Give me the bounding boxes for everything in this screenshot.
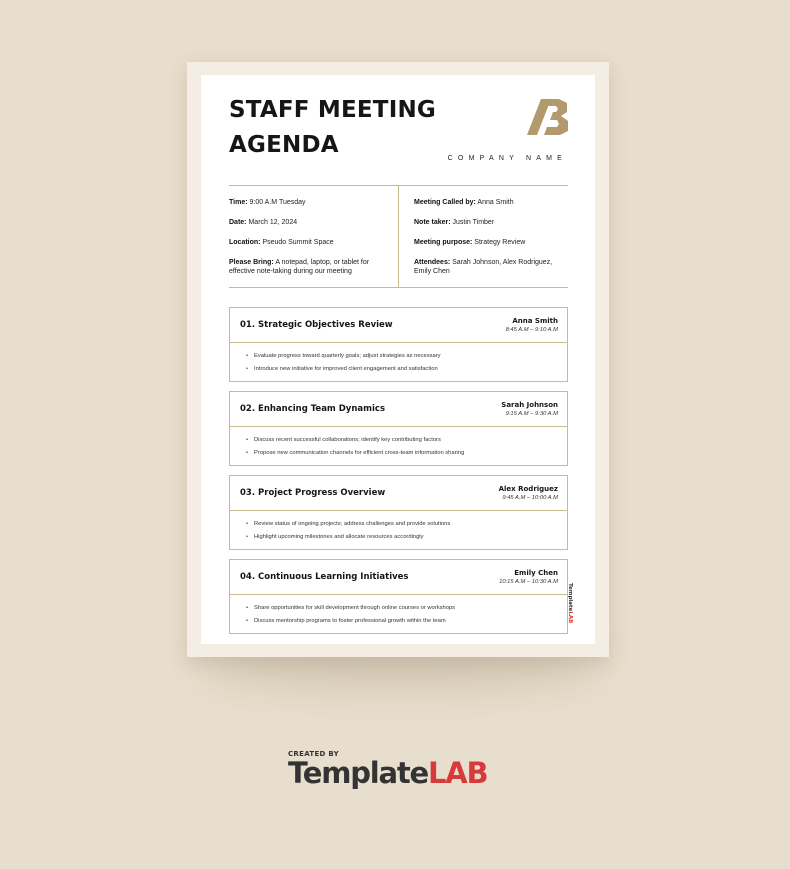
agenda-item-bullets [230, 427, 567, 460]
agenda-item-time: 9:15 A.M – 9:30 A.M [505, 411, 558, 417]
agenda-item-title: 04. Continuous Learning Initiatives [240, 572, 409, 582]
detail-called-by: Meeting Called by: Anna Smith [414, 199, 514, 206]
divider-vertical [398, 185, 399, 287]
company-name: COMPANY NAME [447, 155, 567, 162]
agenda-item-header [230, 560, 567, 595]
detail-purpose: Meeting purpose: Strategy Review [414, 239, 526, 246]
list-item: • Review status of ongoing projects; address challenges and provide solutions [246, 518, 567, 531]
document-frame [187, 62, 609, 657]
agenda-item-header [230, 476, 567, 511]
agenda-item-presenter: Anna Smith [512, 317, 558, 325]
meeting-details-left [229, 198, 379, 287]
detail-please-bring: Please Bring: A notepad, laptop, or tablet for effective note-taking during our meeting [229, 259, 370, 275]
document-page [201, 75, 595, 644]
title-line-1: STAFF MEETING [229, 97, 436, 123]
company-logo-icon [525, 97, 571, 137]
agenda-item-title: 01. Strategic Objectives Review [240, 320, 393, 330]
page-title [229, 93, 449, 163]
list-item: • Discuss recent successful collaborations; identify key contributing factors [246, 434, 567, 447]
list-item: • Share opportunities for skill development through online courses or workshops [246, 602, 567, 615]
agenda-item-time: 9:45 A.M – 10:00 A.M [502, 495, 558, 501]
agenda-item-2 [229, 391, 568, 466]
agenda-item-1 [229, 307, 568, 382]
agenda-item-presenter: Alex Rodriguez [498, 485, 558, 493]
agenda-item-time: 10:15 A.M – 10:30 A.M [499, 579, 558, 585]
agenda-item-presenter: Sarah Johnson [501, 401, 558, 409]
detail-location: Location: Pseudo Summit Space [229, 239, 334, 246]
divider-bottom [229, 287, 568, 288]
footer-brand [288, 750, 508, 798]
meeting-details-right [414, 198, 564, 287]
detail-attendees: Attendees: Sarah Johnson, Alex Rodriguez, Emily Chen [414, 259, 553, 275]
list-item: • Introduce new initiative for improved client engagement and satisfaction [246, 363, 567, 376]
list-item: • Discuss mentorship programs to foster professional growth within the team [246, 615, 567, 628]
agenda-item-header [230, 308, 567, 343]
agenda-item-header [230, 392, 567, 427]
agenda-item-title: 03. Project Progress Overview [240, 488, 386, 498]
created-by-label: CREATED BY [288, 750, 340, 758]
agenda-item-time: 8:45 A.M – 9:10 A.M [505, 327, 558, 333]
agenda-item-presenter: Emily Chen [514, 569, 558, 577]
list-item: • Highlight upcoming milestones and allocate resources accordingly [246, 531, 567, 544]
title-line-2: AGENDA [229, 132, 339, 158]
side-brand-watermark: TemplateLAB [567, 583, 573, 624]
agenda-item-bullets [230, 343, 567, 376]
agenda-item-title: 02. Enhancing Team Dynamics [240, 404, 385, 414]
templatelab-logo: TemplateLAB [288, 756, 488, 790]
agenda-item-bullets [230, 511, 567, 544]
detail-time: Time: 9:00 A.M Tuesday [229, 199, 306, 206]
agenda-item-4 [229, 559, 568, 634]
detail-date: Date: March 12, 2024 [229, 219, 298, 226]
agenda-item-bullets [230, 595, 567, 628]
detail-note-taker: Note taker: Justin Timber [414, 219, 495, 226]
list-item: • Propose new communication channels for efficient cross-team information sharing [246, 447, 567, 460]
agenda-item-3 [229, 475, 568, 550]
list-item: • Evaluate progress toward quarterly goals; adjust strategies as necessary [246, 350, 567, 363]
